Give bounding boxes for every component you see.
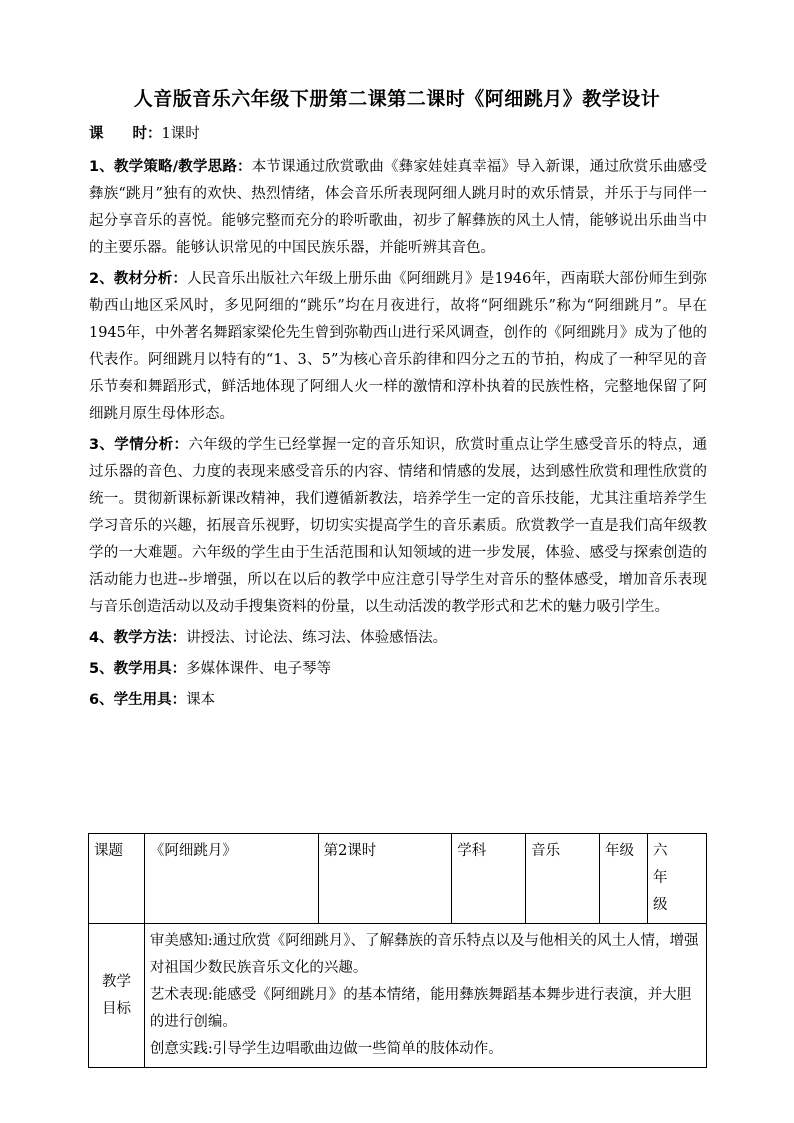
document-title: 人音版音乐六年级下册第二课第二课时《阿细跳月》教学设计 — [133, 88, 661, 110]
section-teaching-methods — [89, 625, 707, 652]
section-label: 1、教学策略/教学思路： — [89, 159, 252, 175]
grade-value-cell: 六年级 — [647, 834, 706, 924]
section-student-analysis — [89, 432, 707, 621]
goals-label-line: 目标 — [101, 1000, 131, 1017]
class-hours-label: 课 时： — [89, 126, 162, 142]
topic-value-cell: 《阿细跳月》 — [144, 834, 318, 924]
goals-label-line: 教学 — [101, 973, 131, 990]
goals-label-cell — [89, 924, 145, 1068]
section-material-analysis — [89, 266, 707, 428]
goal-item-aesthetic: 审美感知:通过欣赏《阿细跳月》、了解彝族的音乐特点以及与他相关的风土人情，增强对祖国少数民族音乐文化的兴趣。 — [149, 933, 699, 976]
document-body — [89, 121, 707, 718]
table-row — [89, 834, 707, 924]
subject-value-cell: 音乐 — [526, 834, 600, 924]
section-text: 六年级的学生已经掌握一定的音乐知识，欣赏时重点让学生感受音乐的特点，通过乐器的音色、力度的表现来感受音乐的内容、情绪和情感的发展，达到感性欣赏和理性欣赏的统一。贯彻新课标新课改精神，我们遵循新教法，培养学生一定的音乐技能，尤其注重培养学生学习音乐的兴趣，拓展音乐视野，切切实实提高学生的音乐素质。欣赏教学一直是我们高年级教学的一大难题。六年级的学生由于生活范围和认知领域的进一步发展，体验、感受与探索创造的活动能力也进--步增强，所以在以后的教学中应注意引导学生对音乐的整体感受，增加音乐表现与音乐创造活动以及动手搜集资料的份量，以生动活泼的教学形式和艺术的魅力吸引学生。 — [89, 437, 708, 615]
section-label: 4、教学方法： — [89, 630, 187, 646]
class-hours-value: 1课时 — [161, 126, 200, 142]
section-student-tools — [89, 687, 707, 714]
section-text: 课本 — [186, 692, 216, 708]
section-label: 5、教学用具： — [89, 661, 187, 677]
subject-label-cell: 学科 — [452, 834, 526, 924]
section-text: 人民音乐出版社六年级上册乐曲《阿细跳月》是1946年，西南联大部份师生到弥勒西山地区采风时，多见阿细的“跳乐”均在月夜进行，故将“阿细跳乐”称为“阿细跳月”。早在1945年，中外著名舞蹈家梁伦先生曾到弥勒西山进行采风调查，创作的《阿细跳月》成为了他的代表作。阿细跳月以特有的“1、3、5”为核心音乐韵律和四分之五的节拍，构成了一种罕见的音乐节奏和舞蹈形式，鲜活地体现了阿细人火一样的激情和淳朴执着的民族性格，完整地保留了阿细跳月原生母体形态。 — [89, 271, 707, 422]
topic-label-cell: 课题 — [89, 834, 145, 924]
section-text: 讲授法、讨论法、练习法、体验感悟法。 — [186, 630, 448, 646]
class-hours-row — [89, 121, 707, 148]
section-text: 多媒体课件、电子琴等 — [186, 661, 332, 677]
section-text: 本节课通过欣赏歌曲《彝家娃娃真幸福》导入新课，通过欣赏乐曲感受彝族“跳月”独有的欢快、热烈情绪，体会音乐所表现阿细人跳月时的欢乐情景，并乐于与同伴一起分享音乐的喜悦。能够完整而充分的聆听歌曲，初步了解彝族的风土人情，能够说出乐曲当中的主要乐器。能够认识常见的中国民族乐器，并能听辨其音色。 — [89, 159, 707, 256]
section-label: 6、学生用具： — [89, 692, 187, 708]
table-row — [89, 924, 707, 1068]
section-strategy — [89, 154, 707, 262]
period-cell: 第2课时 — [318, 834, 452, 924]
goal-item-creative: 创意实践:引导学生边唱歌曲边做一些简单的肢体动作。 — [149, 1041, 503, 1057]
section-teaching-tools — [89, 656, 707, 683]
goal-item-performance: 艺术表现:能感受《阿细跳月》的基本情绪，能用彝族舞蹈基本舞步进行表演，并大胆的进行创编。 — [149, 987, 692, 1030]
grade-label-cell: 年级 — [600, 834, 648, 924]
section-label: 3、学情分析： — [89, 437, 189, 453]
goals-content-cell — [144, 924, 706, 1068]
lesson-table — [88, 833, 707, 1068]
section-label: 2、教材分析： — [89, 271, 188, 287]
